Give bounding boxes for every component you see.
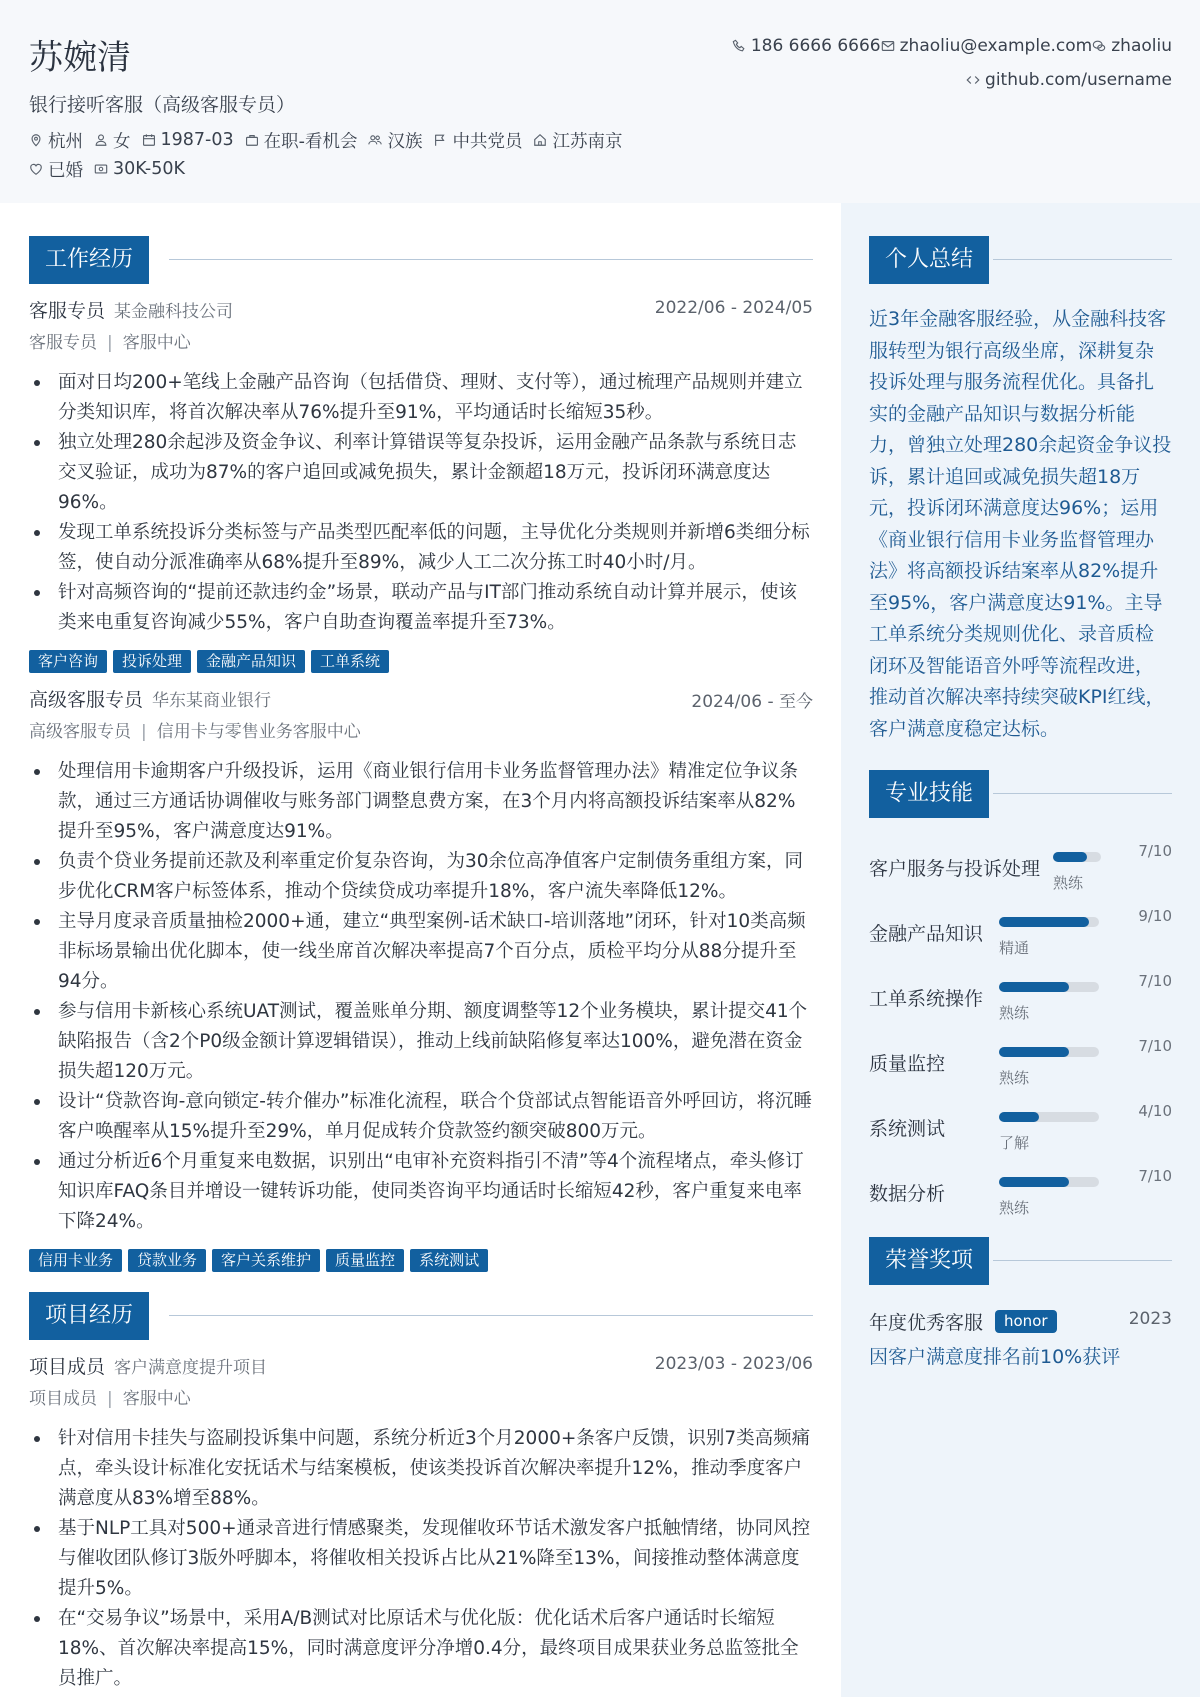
skill-bar-fill xyxy=(999,1047,1069,1057)
contact-row xyxy=(732,68,1172,92)
meta-text: 杭州 xyxy=(48,131,83,152)
section-header-work xyxy=(29,236,813,284)
meta-item xyxy=(433,128,522,153)
work-list xyxy=(29,296,813,1272)
skill-bar-fill xyxy=(999,982,1069,992)
skill-tag: 质量监控 xyxy=(326,1249,404,1272)
entry-bullets xyxy=(29,368,813,638)
skill-score: 9/10 xyxy=(1138,907,1172,925)
skill-score: 7/10 xyxy=(1138,972,1172,990)
section-divider xyxy=(993,1260,1172,1261)
skill-level: 熟练 xyxy=(999,1069,1030,1087)
entry-tags xyxy=(29,650,813,673)
skill-level: 熟练 xyxy=(1053,874,1084,892)
entry-org: 某金融科技公司 xyxy=(114,302,234,322)
skill-name: 数据分析 xyxy=(869,1183,946,1205)
resume-header xyxy=(0,0,1200,203)
experience-entry xyxy=(29,296,813,673)
summary-text: 近3年金融客服经验，从金融科技客服转型为银行高级坐席，深耕复杂投诉处理与服务流程优化。具备扎实的金融产品知识与数据分析能力，曾独立处理280余起资金争议投诉，累计追回或减免损失超18万元，投诉闭环满意度达96%；运用《商业银行信用卡业务监督管理办法》将高额投诉结案率从82%提升至95%，客户满意度达91%。主导工单系统分类规则优化、录音质检闭环及智能语音外呼等流程改进，推动首次解决率持续突破KPI红线，客户满意度稳定达标。 xyxy=(869,308,1172,740)
meta-text: 汉族 xyxy=(387,131,423,152)
group-icon xyxy=(368,133,382,147)
bullet-item: 参与信用卡新核心系统UAT测试，覆盖账单分期、额度调整等12个业务模块，累计提交41个缺陷报告（含2个P0级金额计算逻辑错误），推动上线前缺陷修复率达100%，避免潜在资金损失超120万元。 xyxy=(29,997,813,1087)
section-header-honors xyxy=(869,1237,1172,1285)
bullet-item: 基于NLP工具对500+通录音进行情感聚类，发现催收环节话术激发客户抵触情绪，协同风控与催收团队修订3版外呼脚本，将催收相关投诉占比从21%降至13%，间接推动整体满意度提升5%。 xyxy=(29,1514,813,1604)
skill-name: 金融产品知识 xyxy=(869,923,984,945)
skill-bar-fill xyxy=(999,917,1089,927)
entry-date: 2023/03 - 2023/06 xyxy=(654,1354,813,1374)
phone-text: 186 6666 6666 xyxy=(750,36,881,56)
honor-header xyxy=(869,1305,1172,1339)
code-icon xyxy=(966,73,980,87)
skill-item xyxy=(869,842,1172,907)
email[interactable] xyxy=(881,36,1093,56)
skills-list xyxy=(869,842,1172,1232)
meta-row xyxy=(29,156,729,182)
contact-info xyxy=(732,34,1172,102)
project-list xyxy=(29,1352,813,1694)
meta-item xyxy=(29,157,83,182)
meta-item xyxy=(142,130,234,150)
meta-text: 30K-50K xyxy=(113,159,185,179)
skill-tag: 信用卡业务 xyxy=(29,1249,122,1272)
entry-dept: 信用卡与零售业务客服中心 xyxy=(156,722,361,742)
bullet-item: 发现工单系统投诉分类标签与产品类型匹配率低的问题，主导优化分类规则并新增6类细分标签，使自动分派准确率从68%提升至89%，减少人工二次分拣工时40小时/月。 xyxy=(29,518,813,578)
entry-role-line xyxy=(29,296,233,323)
bullet-item: 独立处理280余起涉及资金争议、利率计算错误等复杂投诉，运用金融产品条款与系统日志交叉验证，成功为87%的客户追回或减免损失，累计金额超18万元，投诉闭环满意度达96%。 xyxy=(29,428,813,518)
meta-text: 在职-看机会 xyxy=(263,131,358,152)
skill-name: 工单系统操作 xyxy=(869,988,984,1010)
skill-name: 系统测试 xyxy=(869,1118,946,1140)
skill-bar-fill xyxy=(999,1112,1039,1122)
entry-header xyxy=(29,296,813,326)
section-title: 个人总结 xyxy=(869,236,989,284)
entry-dept: 客服中心 xyxy=(122,1389,191,1409)
github-text: github.com/username xyxy=(985,70,1172,90)
honor-name: 年度优秀客服 xyxy=(869,1312,984,1334)
wechat-icon xyxy=(1092,39,1106,53)
location-icon xyxy=(29,133,43,147)
flag-icon xyxy=(433,133,447,147)
skill-bar xyxy=(999,1047,1099,1057)
entry-subline xyxy=(29,328,813,358)
section-title: 专业技能 xyxy=(869,770,989,818)
meta-text: 已婚 xyxy=(48,160,83,181)
entry-role: 项目成员 xyxy=(29,1356,106,1378)
skill-score: 7/10 xyxy=(1138,1037,1172,1055)
heart-icon xyxy=(29,162,43,176)
bullet-item: 负责个贷业务提前还款及利率重定价复杂咨询，为30余位高净值客户定制债务重组方案，同步优化CRM客户标签体系，推动个贷续贷成功率提升18%，客户流失率降低12%。 xyxy=(29,847,813,907)
meta-text: 江苏南京 xyxy=(552,131,623,152)
bullet-item: 设计“贷款咨询-意向锁定-转介催办”标准化流程，联合个贷部试点智能语音外呼回访，将沉睡客户唤醒率从15%提升至29%，单月促成转介贷款签约额突破800万元。 xyxy=(29,1087,813,1147)
candidate-name: 苏婉清 xyxy=(29,38,131,78)
section-divider xyxy=(169,1315,813,1316)
phone-icon xyxy=(732,39,746,53)
section-divider xyxy=(993,259,1172,260)
meta-item xyxy=(368,128,422,153)
section-divider xyxy=(169,259,813,260)
sidebar-content xyxy=(869,203,1172,1369)
skill-score: 7/10 xyxy=(1138,1167,1172,1185)
entry-position: 项目成员 xyxy=(29,1389,97,1409)
skill-name: 质量监控 xyxy=(869,1053,946,1075)
section-header-summary xyxy=(869,236,1172,284)
bullet-item: 处理信用卡逾期客户升级投诉，运用《商业银行信用卡业务监督管理办法》精准定位争议条款，通过三方通话协调催收与账务部门调整息费方案，在3个月内将高额投诉结案率从82%提升至95%，客户满意度达91%。 xyxy=(29,757,813,847)
section-header-skills xyxy=(869,770,1172,818)
section-title: 工作经历 xyxy=(29,236,149,284)
skill-level: 了解 xyxy=(999,1134,1030,1152)
bullet-item: 针对高频咨询的“提前还款违约金”场景，联动产品与IT部门推动系统自动计算并展示，使该类来电重复咨询减少55%，客户自助查询覆盖率提升至73%。 xyxy=(29,578,813,638)
bullet-item: 面对日均200+笔线上金融产品咨询（包括借贷、理财、支付等），通过梳理产品规则并建立分类知识库，将首次解决率从76%提升至91%，平均通话时长缩短35秒。 xyxy=(29,368,813,428)
meta-item xyxy=(245,128,358,153)
entry-dept: 客服中心 xyxy=(122,333,191,353)
bullet-item: 通过分析近6个月重复来电数据，识别出“电审补充资料指引不清”等4个流程堵点，牵头修订知识库FAQ条目并增设一键转诉功能，使同类咨询平均通话时长缩短42秒，客户重复来电率下降24%。 xyxy=(29,1147,813,1237)
entry-position: 高级客服专员 xyxy=(29,722,131,742)
skill-level: 精通 xyxy=(999,939,1030,957)
meta-item xyxy=(533,128,622,153)
entry-subline xyxy=(29,717,813,747)
entry-subline xyxy=(29,1384,813,1414)
entry-header xyxy=(29,685,813,715)
bullet-item: 针对信用卡挂失与盗刷投诉集中问题，系统分析近3个月2000+条客户反馈，识别7类高频痛点，牵头设计标准化安抚话术与结案模板，使该类投诉首次解决率提升12%，推动季度客户满意度从83%增至88%。 xyxy=(29,1424,813,1514)
bullet-item: 在“交易争议”场景中，采用A/B测试对比原话术与优化版：优化话术后客户通话时长缩短18%、首次解决率提高15%，同时满意度评分净增0.4分，最终项目成果获业务总监签批全员推广。 xyxy=(29,1604,813,1694)
skill-tag: 金融产品知识 xyxy=(197,650,305,673)
skill-tag: 投诉处理 xyxy=(113,650,191,673)
honor-badge: honor xyxy=(995,1310,1057,1333)
section-divider xyxy=(993,793,1172,794)
separator: | xyxy=(107,1389,113,1409)
bullet-item: 主导月度录音质量抽检2000+通，建立“典型案例-话术缺口-培训落地”闭环，针对10类高频非标场景输出优化脚本，使一线坐席首次解决率提高7个百分点，质检平均分从88分提升至94分。 xyxy=(29,907,813,997)
honor-year: 2023 xyxy=(1128,1309,1172,1329)
skill-bar-fill xyxy=(999,1177,1069,1187)
entry-date: 2024/06 - 至今 xyxy=(691,692,813,712)
honor-item xyxy=(869,1305,1172,1369)
entry-org: 客户满意度提升项目 xyxy=(114,1358,268,1378)
meta-text: 1987-03 xyxy=(160,130,234,150)
calendar-icon xyxy=(142,133,156,147)
experience-entry xyxy=(29,1352,813,1694)
skill-score: 7/10 xyxy=(1138,842,1172,860)
skill-item xyxy=(869,1037,1172,1102)
skill-level: 熟练 xyxy=(999,1004,1030,1022)
skill-item xyxy=(869,1167,1172,1232)
entry-role-line xyxy=(29,1352,267,1379)
meta-item xyxy=(29,128,83,153)
main-column xyxy=(29,203,813,1694)
mail-icon xyxy=(881,39,895,53)
meta-text: 中共党员 xyxy=(452,131,523,152)
sidebar xyxy=(841,203,1200,1697)
skill-bar-fill xyxy=(1053,852,1087,862)
entry-date: 2022/06 - 2024/05 xyxy=(654,298,813,318)
skill-bar xyxy=(999,1177,1099,1187)
skill-tag: 客户关系维护 xyxy=(212,1249,320,1272)
skill-bar xyxy=(999,1112,1099,1122)
separator: | xyxy=(141,722,147,742)
skill-tag: 贷款业务 xyxy=(128,1249,206,1272)
section-header-projects xyxy=(29,1292,813,1340)
candidate-title: 银行接听客服（高级客服专员） xyxy=(29,94,296,116)
honors-list xyxy=(869,1305,1172,1369)
skill-tag: 工单系统 xyxy=(311,650,389,673)
skill-item xyxy=(869,907,1172,972)
entry-org: 华东某商业银行 xyxy=(152,691,272,711)
entry-role-line xyxy=(29,685,271,712)
skill-tag: 客户咨询 xyxy=(29,650,107,673)
honor-description: 因客户满意度排名前10%获评 xyxy=(869,1346,1121,1368)
phone[interactable] xyxy=(732,36,881,56)
section-title: 荣誉奖项 xyxy=(869,1237,989,1285)
skill-name: 客户服务与投诉处理 xyxy=(869,858,1041,880)
meta-text: 女 xyxy=(113,131,131,152)
briefcase-icon xyxy=(245,133,259,147)
skill-item xyxy=(869,1102,1172,1167)
skill-bar xyxy=(999,917,1099,927)
entry-bullets xyxy=(29,757,813,1237)
meta-item xyxy=(94,128,131,153)
skill-bar xyxy=(1053,852,1101,862)
skill-bar xyxy=(999,982,1099,992)
skill-item xyxy=(869,972,1172,1037)
wechat[interactable] xyxy=(1092,36,1172,56)
wechat-text: zhaoliu xyxy=(1111,36,1172,56)
skill-tag: 系统测试 xyxy=(410,1249,488,1272)
meta-row xyxy=(29,127,729,153)
section-title: 项目经历 xyxy=(29,1292,149,1340)
email-text: zhaoliu@example.com xyxy=(899,36,1093,56)
entry-bullets xyxy=(29,1424,813,1694)
experience-entry xyxy=(29,685,813,1272)
separator: | xyxy=(107,333,113,353)
entry-role: 客服专员 xyxy=(29,300,106,322)
skill-score: 4/10 xyxy=(1138,1102,1172,1120)
home-icon xyxy=(533,133,547,147)
skill-level: 熟练 xyxy=(999,1199,1030,1217)
entry-position: 客服专员 xyxy=(29,333,97,353)
personal-meta xyxy=(29,127,729,185)
entry-header xyxy=(29,1352,813,1382)
contact-row xyxy=(732,34,1172,58)
money-icon xyxy=(94,162,108,176)
entry-role: 高级客服专员 xyxy=(29,689,144,711)
github-link[interactable] xyxy=(966,70,1172,90)
meta-item xyxy=(94,159,185,179)
entry-tags xyxy=(29,1249,813,1272)
person-icon xyxy=(94,133,108,147)
